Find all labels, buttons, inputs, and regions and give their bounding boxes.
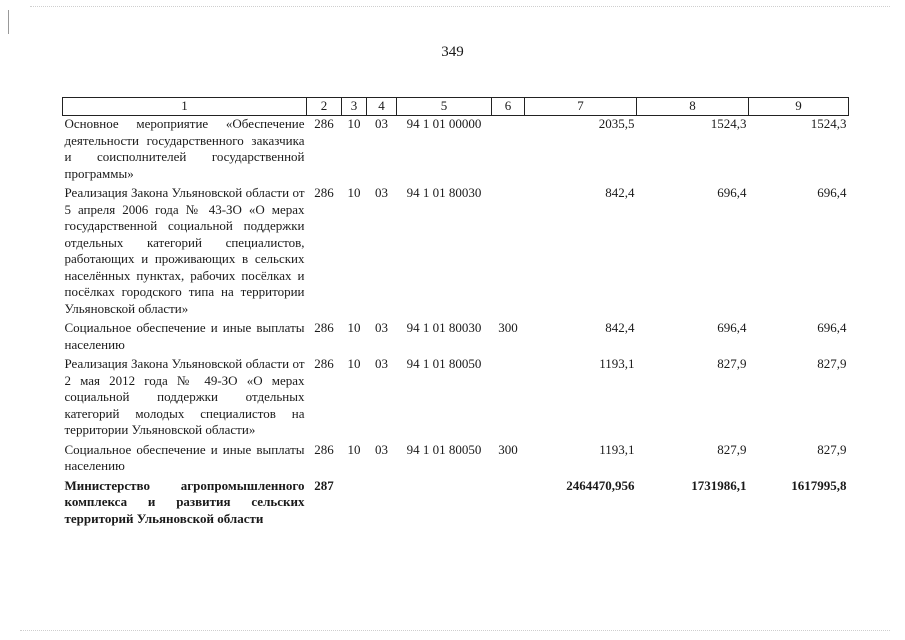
ministry-code-cell: 287 (314, 477, 334, 493)
column-header: 2 (307, 98, 342, 116)
column-header: 6 (492, 98, 525, 116)
section-cell: 10 (347, 116, 361, 131)
row-name-cell: Социальное обеспечение и иные выплаты населению (64, 320, 305, 352)
subsection-cell: 03 (375, 320, 388, 335)
amount-cell: 842,4 (605, 185, 635, 200)
amount-cell: 2464470,956 (566, 477, 635, 493)
expense-type-cell: 300 (498, 320, 518, 335)
column-header: 4 (367, 98, 397, 116)
amount-cell: 827,9 (717, 356, 747, 371)
expense-type-cell: 300 (498, 441, 518, 457)
table-row (63, 442, 849, 478)
scan-edge-mark (8, 10, 9, 34)
table-row (63, 116, 849, 186)
amount-cell: 1617995,8 (791, 477, 847, 493)
section-cell (342, 478, 367, 531)
column-header: 3 (342, 98, 367, 116)
target-article-cell: 94 1 01 80030 (406, 320, 482, 335)
budget-table (62, 97, 849, 530)
table-body (63, 116, 849, 531)
amount-cell: 827,9 (717, 441, 747, 457)
amount-cell: 1731986,1 (691, 477, 747, 493)
target-article-cell: 94 1 01 00000 (406, 116, 482, 131)
row-name-cell: Реализация Закона Ульяновской области от 5 апреля 2006 года № 43-ЗО «О мерах государственной социальной поддержки отдельных категорий специалистов, работающих и проживающих в сельских населённых пунктах, рабочих посёлках и посёлках городского типа на территории Ульяновской области» (64, 185, 305, 316)
expense-type-cell (492, 356, 525, 442)
ministry-code-cell: 286 (314, 320, 334, 335)
section-cell: 10 (347, 185, 361, 200)
amount-cell: 1193,1 (599, 441, 635, 457)
subsection-cell: 03 (375, 116, 388, 131)
expense-type-cell (492, 478, 525, 531)
ministry-code-cell: 286 (314, 185, 334, 200)
target-article-cell: 94 1 01 80030 (406, 185, 482, 200)
section-cell: 10 (347, 320, 361, 335)
amount-cell: 1524,3 (710, 116, 747, 131)
target-article-cell: 94 1 01 80050 (406, 441, 482, 457)
ministry-code-cell: 286 (314, 116, 334, 131)
table-row (63, 356, 849, 442)
table-header (63, 98, 849, 116)
ministry-code-cell: 286 (314, 441, 334, 457)
target-article-cell (397, 478, 492, 531)
row-name-cell: Основное мероприятие «Обеспечение деятельности государственного заказчика и соисполнителей государственной программы» (64, 116, 305, 181)
expense-type-cell (492, 185, 525, 320)
column-header: 7 (525, 98, 637, 116)
table-row (63, 478, 849, 531)
row-name-cell: Социальное обеспечение и иные выплаты населению (64, 441, 305, 473)
column-header: 5 (397, 98, 492, 116)
scan-top-noise (30, 6, 890, 7)
table-row (63, 185, 849, 320)
amount-cell: 1193,1 (599, 356, 635, 371)
column-header: 9 (749, 98, 849, 116)
section-cell: 10 (347, 441, 361, 457)
row-name-cell: Министерство агропромышленного комплекса и развития сельских территорий Ульяновской области (64, 477, 305, 526)
row-name-cell: Реализация Закона Ульяновской области от 2 мая 2012 года № 49-ЗО «О мерах социальной поддержки отдельных категорий молодых специалистов на территории Ульяновской области» (64, 356, 305, 437)
amount-cell: 696,4 (817, 185, 847, 200)
subsection-cell: 03 (375, 441, 388, 457)
scan-bottom-noise (20, 630, 890, 631)
amount-cell: 696,4 (717, 185, 747, 200)
amount-cell: 696,4 (717, 320, 747, 335)
amount-cell: 827,9 (817, 441, 847, 457)
ministry-code-cell: 286 (314, 356, 334, 371)
subsection-cell: 03 (375, 185, 388, 200)
target-article-cell: 94 1 01 80050 (406, 356, 482, 371)
subsection-cell: 03 (375, 356, 388, 371)
amount-cell: 1524,3 (810, 116, 847, 131)
amount-cell: 2035,5 (598, 116, 635, 131)
amount-cell: 827,9 (817, 356, 847, 371)
table-row (63, 320, 849, 356)
expense-type-cell (492, 116, 525, 186)
amount-cell: 696,4 (817, 320, 847, 335)
subsection-cell (367, 478, 397, 531)
section-cell: 10 (347, 356, 361, 371)
column-header: 8 (637, 98, 749, 116)
page-number: 349 (441, 44, 464, 60)
column-header: 1 (63, 98, 307, 116)
amount-cell: 842,4 (605, 320, 635, 335)
